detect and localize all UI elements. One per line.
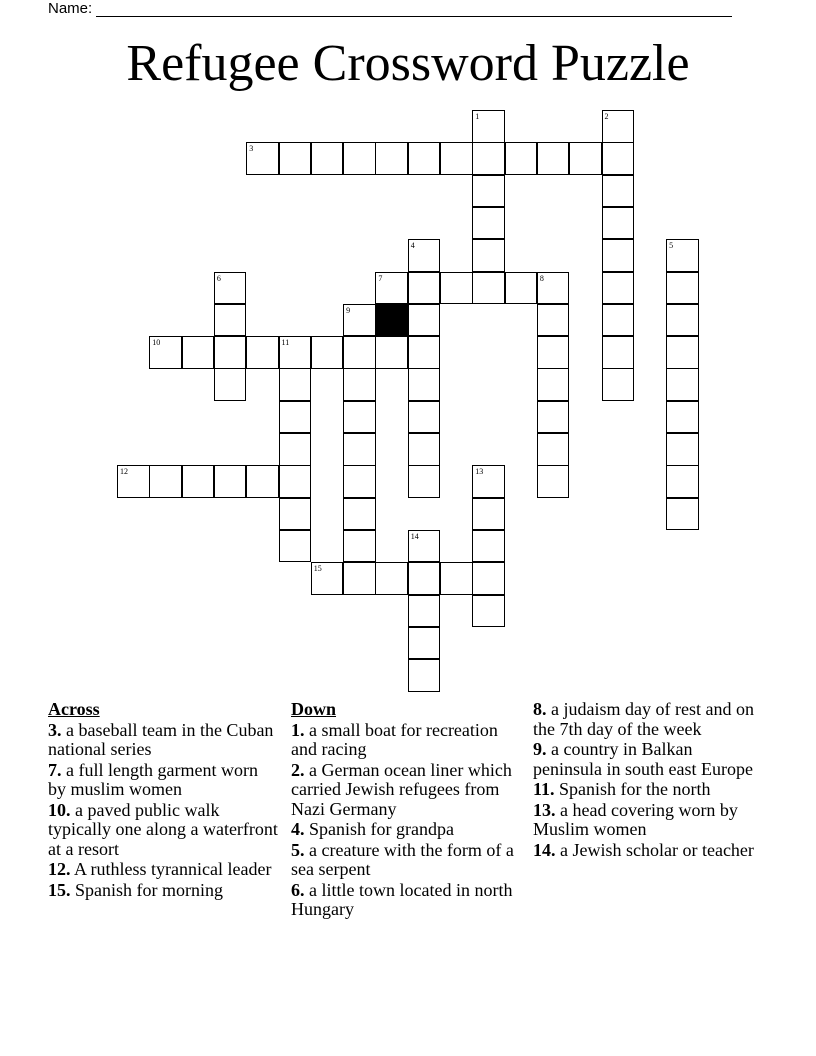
grid-cell[interactable]	[311, 336, 344, 369]
grid-cell[interactable]	[602, 175, 635, 208]
grid-cell[interactable]	[472, 110, 505, 143]
grid-cell[interactable]	[343, 530, 376, 563]
grid-cell[interactable]	[472, 207, 505, 240]
grid-cell[interactable]	[279, 433, 312, 466]
grid-cell[interactable]	[569, 142, 602, 175]
grid-cell[interactable]	[343, 465, 376, 498]
grid-cell[interactable]	[537, 433, 570, 466]
clue-number-3: 3	[249, 144, 254, 154]
grid-cell[interactable]	[408, 530, 441, 563]
clue-text: Spanish for the north	[554, 779, 711, 799]
grid-cell[interactable]	[602, 239, 635, 272]
across-clue	[48, 801, 278, 860]
grid-cell[interactable]	[246, 465, 279, 498]
clue-text: a paved public walk typically one along a waterfront at a resort	[48, 799, 278, 859]
grid-cell[interactable]	[214, 336, 247, 369]
grid-cell[interactable]	[537, 401, 570, 434]
grid-cell[interactable]	[472, 498, 505, 531]
grid-cell[interactable]	[408, 562, 441, 595]
down-clue	[291, 841, 526, 880]
down-clue	[533, 841, 763, 861]
grid-cell[interactable]	[343, 368, 376, 401]
clue-text: a German ocean liner which carried Jewish refugees from Nazi Germany	[291, 759, 512, 819]
grid-cell[interactable]	[279, 530, 312, 563]
grid-cell[interactable]	[408, 465, 441, 498]
grid-cell[interactable]	[375, 142, 408, 175]
grid-cell[interactable]	[182, 336, 215, 369]
clue-number-9: 9	[346, 305, 351, 315]
grid-cell[interactable]	[666, 336, 699, 369]
across-clue	[48, 761, 278, 800]
grid-cell[interactable]	[343, 498, 376, 531]
grid-cell[interactable]	[666, 304, 699, 337]
clue-text: a creature with the form of a sea serpent	[291, 839, 514, 879]
grid-cell[interactable]	[408, 595, 441, 628]
across-clue	[48, 881, 278, 901]
grid-cell[interactable]	[666, 401, 699, 434]
down-clue	[291, 881, 526, 920]
clue-text: A ruthless tyrannical leader	[70, 859, 272, 879]
grid-cell[interactable]	[279, 498, 312, 531]
clue-number: 6.	[291, 879, 305, 900]
grid-cell[interactable]	[505, 142, 538, 175]
grid-cell[interactable]	[343, 562, 376, 595]
down-clue	[533, 740, 763, 779]
grid-cell[interactable]	[214, 272, 247, 305]
down-clue	[533, 801, 763, 840]
across-heading: Across	[48, 699, 100, 719]
clue-text: a baseball team in the Cuban national series	[48, 719, 274, 759]
grid-cell[interactable]	[408, 142, 441, 175]
grid-cell[interactable]	[666, 465, 699, 498]
down-clue	[291, 820, 526, 840]
grid-cell[interactable]	[472, 175, 505, 208]
grid-cell[interactable]	[440, 562, 473, 595]
grid-cell[interactable]	[408, 401, 441, 434]
grid-cell[interactable]	[408, 659, 441, 692]
clue-number: 7.	[48, 759, 62, 780]
grid-cell[interactable]	[602, 336, 635, 369]
grid-cell[interactable]	[472, 239, 505, 272]
down-clue	[533, 700, 763, 739]
grid-cell[interactable]	[602, 368, 635, 401]
grid-cell[interactable]	[666, 433, 699, 466]
grid-cell[interactable]	[246, 142, 279, 175]
clue-number: 13.	[533, 799, 556, 820]
grid-cell[interactable]	[408, 304, 441, 337]
grid-cell[interactable]	[537, 304, 570, 337]
down-heading: Down	[291, 699, 337, 719]
clue-number-5: 5	[669, 241, 674, 251]
grid-cell[interactable]	[149, 465, 182, 498]
grid-cell[interactable]	[408, 627, 441, 660]
grid-cell[interactable]	[602, 304, 635, 337]
grid-cell[interactable]	[666, 239, 699, 272]
grid-cell[interactable]	[408, 433, 441, 466]
blocked-cell	[375, 304, 408, 337]
page-title: Refugee Crossword Puzzle	[126, 35, 690, 92]
clue-number: 2.	[291, 759, 305, 780]
grid-cell[interactable]	[537, 465, 570, 498]
grid-cell[interactable]	[279, 465, 312, 498]
grid-cell[interactable]	[472, 465, 505, 498]
across-clues	[48, 700, 278, 901]
grid-cell[interactable]	[602, 110, 635, 143]
clue-number: 11.	[533, 779, 555, 799]
clue-text: a little town located in north Hungary	[291, 879, 513, 919]
clue-text: Spanish for morning	[70, 879, 223, 900]
clue-number-15: 15	[313, 564, 322, 574]
grid-cell[interactable]	[343, 401, 376, 434]
clue-number: 3.	[48, 719, 62, 740]
grid-cell[interactable]	[537, 368, 570, 401]
grid-cell[interactable]	[343, 433, 376, 466]
across-clue	[48, 860, 278, 880]
grid-cell[interactable]	[472, 595, 505, 628]
grid-cell[interactable]	[408, 272, 441, 305]
down-clue	[291, 721, 526, 760]
clue-number-11: 11	[281, 338, 290, 348]
clue-number: 10.	[48, 799, 71, 820]
grid-cell[interactable]	[149, 336, 182, 369]
grid-cell[interactable]	[343, 304, 376, 337]
clue-number: 5.	[291, 839, 305, 860]
grid-cell[interactable]	[505, 272, 538, 305]
down-clues-column-1	[291, 700, 526, 921]
grid-cell[interactable]	[182, 465, 215, 498]
grid-cell[interactable]	[375, 562, 408, 595]
grid-cell[interactable]	[666, 368, 699, 401]
clue-number-1: 1	[475, 112, 480, 121]
clue-number: 8.	[533, 699, 547, 719]
down-clue	[291, 761, 526, 820]
grid-cell[interactable]	[472, 142, 505, 175]
grid-cell[interactable]	[279, 336, 312, 369]
clue-number: 4.	[291, 819, 305, 839]
clue-number: 15.	[48, 879, 71, 900]
clue-number-6: 6	[216, 273, 221, 283]
grid-cell[interactable]	[117, 465, 150, 498]
grid-cell[interactable]	[375, 336, 408, 369]
grid-cell[interactable]	[408, 239, 441, 272]
grid-cell[interactable]	[472, 272, 505, 305]
grid-cell[interactable]	[602, 207, 635, 240]
across-clue	[48, 721, 278, 760]
grid-cell[interactable]	[246, 336, 279, 369]
down-clue	[533, 780, 763, 800]
clue-number-2: 2	[604, 112, 609, 121]
clue-number-14: 14	[410, 531, 419, 541]
clue-number-8: 8	[539, 273, 544, 283]
grid-cell[interactable]	[666, 272, 699, 305]
clue-number-12: 12	[120, 467, 128, 477]
grid-cell[interactable]	[311, 562, 344, 595]
grid-cell[interactable]	[537, 272, 570, 305]
grid-cell[interactable]	[279, 368, 312, 401]
grid-cell[interactable]	[343, 142, 376, 175]
grid-cell[interactable]	[602, 272, 635, 305]
clue-text: a country in Balkan peninsula in south east Europe	[533, 739, 753, 779]
clue-text: a judaism day of rest and on the 7th day of the week	[533, 699, 754, 739]
grid-cell[interactable]	[311, 142, 344, 175]
clue-number: 1.	[291, 719, 305, 740]
grid-cell[interactable]	[375, 272, 408, 305]
grid-cell[interactable]	[537, 142, 570, 175]
clue-number-13: 13	[475, 467, 484, 477]
grid-cell[interactable]	[602, 142, 635, 175]
grid-cell[interactable]	[214, 304, 247, 337]
grid-cell[interactable]	[472, 530, 505, 563]
clue-number: 12.	[48, 859, 71, 879]
clue-number: 14.	[533, 839, 556, 860]
clue-number: 9.	[533, 739, 547, 759]
grid-cell[interactable]	[666, 498, 699, 531]
clue-text: a Jewish scholar or teacher	[555, 839, 754, 860]
clue-text: a full length garment worn by muslim women	[48, 759, 258, 799]
grid-cell[interactable]	[408, 368, 441, 401]
name-label: Name:	[48, 0, 93, 17]
clue-number-4: 4	[410, 241, 415, 251]
clue-text: a small boat for recreation and racing	[291, 719, 498, 759]
grid-cell[interactable]	[440, 142, 473, 175]
clue-number-7: 7	[378, 273, 383, 283]
clue-text: Spanish for grandpa	[304, 819, 454, 839]
grid-cell[interactable]	[408, 336, 441, 369]
grid-cell[interactable]	[279, 401, 312, 434]
grid-cell[interactable]	[214, 465, 247, 498]
down-clues-column-2	[533, 700, 763, 861]
grid-cell[interactable]	[472, 562, 505, 595]
grid-cell[interactable]	[343, 336, 376, 369]
grid-cell[interactable]	[279, 142, 312, 175]
clue-number-10: 10	[152, 338, 161, 348]
grid-cell[interactable]	[537, 336, 570, 369]
grid-cell[interactable]	[214, 368, 247, 401]
clue-text: a head covering worn by Muslim women	[533, 799, 738, 839]
grid-cell[interactable]	[440, 272, 473, 305]
